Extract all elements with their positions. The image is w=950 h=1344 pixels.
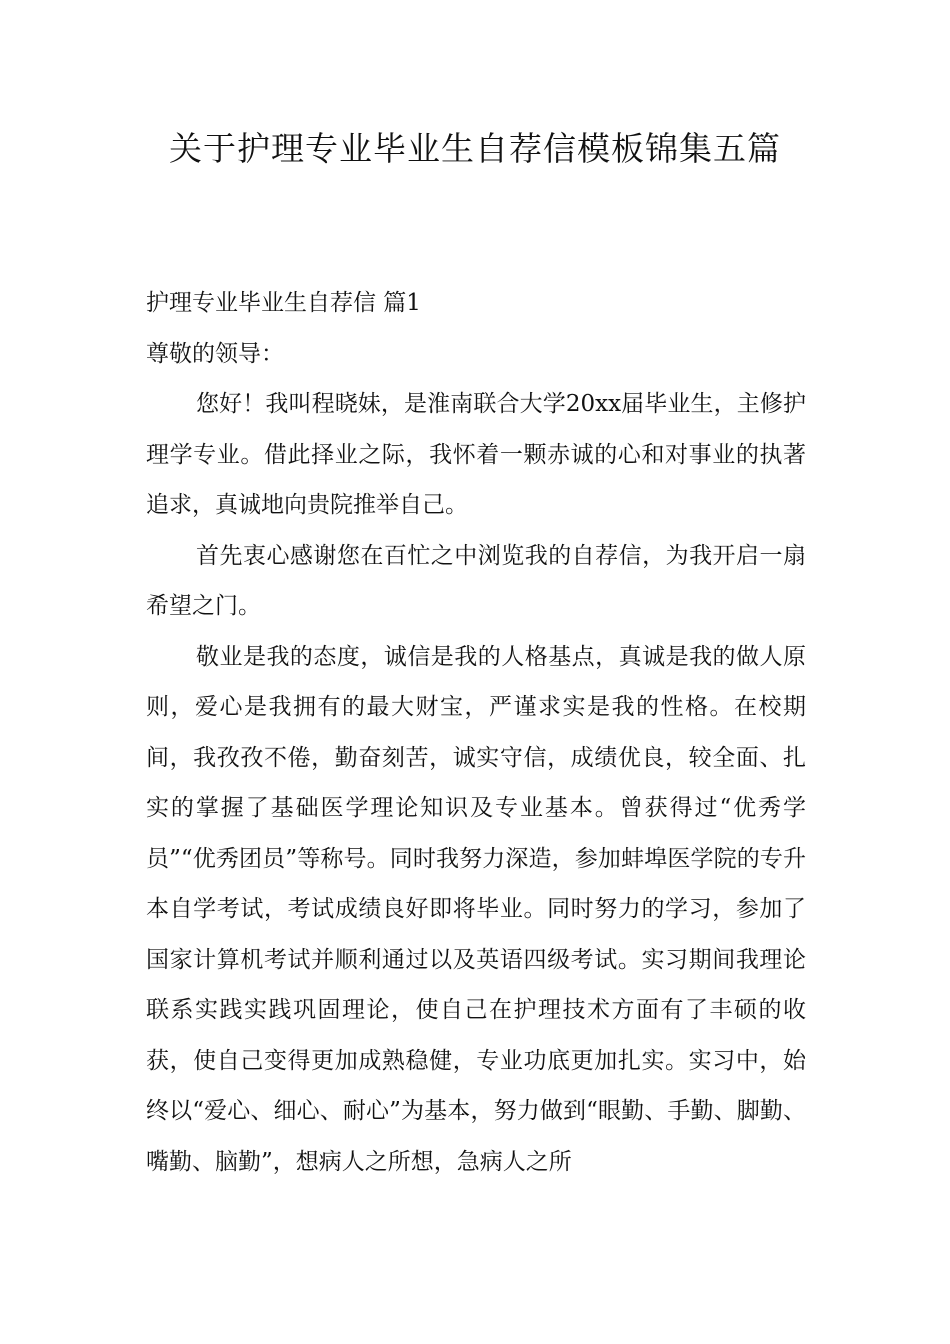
paragraph-qualifications: 敬业是我的态度，诚信是我的人格基点，真诚是我的做人原则，爱心是我拥有的最大财宝，严谨求实是我的性格。在校期间，我孜孜不倦，勤奋刻苦，诚实守信，成绩优良，较全面、扎实的掌握了基础医学理论知识及专业基本。曾获得过“优秀学员”“优秀团员”等称号。同时我努力深造，参加蚌埠医学院的专升本自学考试，考试成绩良好即将毕业。同时努力的学习，参加了国家计算机考试并顺利通过以及英语四级考试。实习期间我理论联系实践实践巩固理论，使自己在护理技术方面有了丰硕的收获，使自己变得更加成熟稳健，专业功底更加扎实。实习中，始终以“爱心、细心、耐心”为基本，努力做到“眼勤、手勤、脚勤、嘴勤、脑勤”，想病人之所想，急病人之所 [146,643,806,1175]
paragraph-thanks: 首先衷心感谢您在百忙之中浏览我的自荐信，为我开启一扇希望之门。 [146,542,806,619]
document-title: 关于护理专业毕业生自荐信模板锦集五篇 [169,129,781,168]
salutation: 尊敬的领导： [146,340,284,367]
paragraph-greeting: 您好！我叫程晓妹，是淮南联合大学20xx届毕业生，主修护理学专业。借此择业之际，我怀着一颗赤诚的心和对事业的执著追求，真诚地向贵院推举自己。 [146,391,806,518]
section-heading: 护理专业毕业生自荐信 篇1 [146,290,421,316]
document-body [146,278,806,1187]
